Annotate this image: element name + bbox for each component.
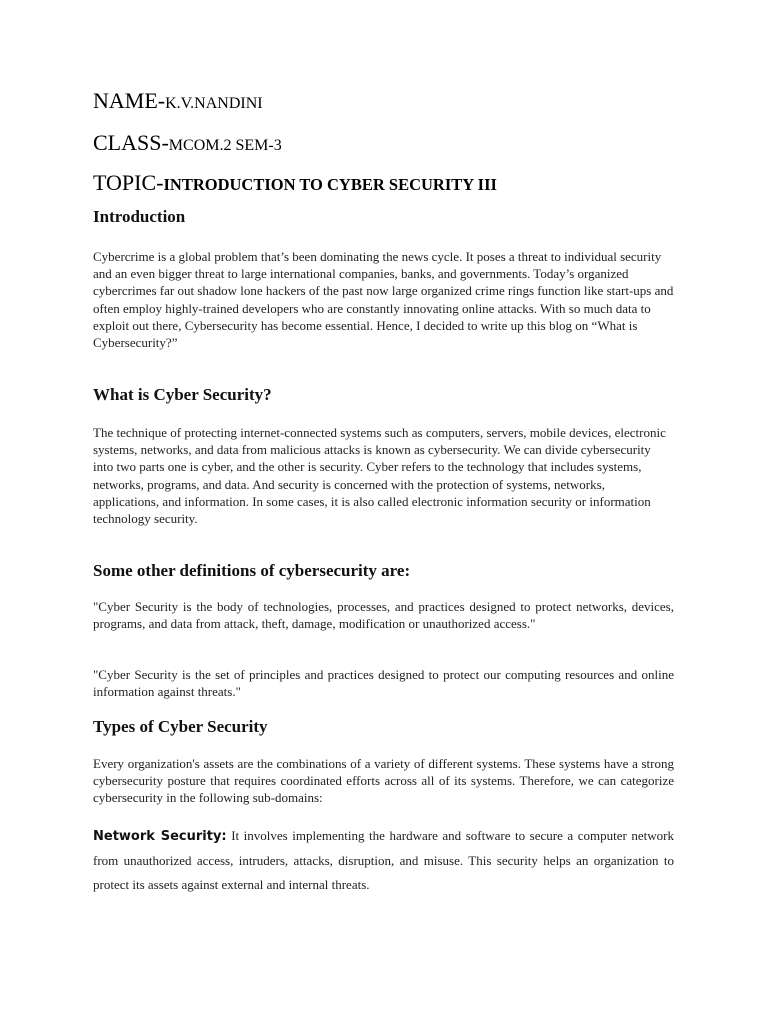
name-label: NAME- [93,88,166,113]
network-security-label: Network Security: [93,829,227,844]
network-security-body: It involves implementing the hardware and software to secure a computer network from unauthorized access, intruders, attacks, disruption, and misuse. This security helps an organization to protect its assets against external and internal threats. [93,828,674,892]
topic-value: INTRODUCTION TO CYBER SECURITY III [163,175,497,194]
definition-quote-1: "Cyber Security is the body of technologies, processes, and practices designed to protect networks, devices, programs, and data from attack, theft, damage, modification or unauthorized access." [93,599,674,632]
topic-line [93,170,497,196]
intro-heading: Introduction [93,207,186,226]
intro-paragraph: Cybercrime is a global problem that’s been dominating the news cycle. It poses a threat to individual security and an even bigger threat to large international companies, banks, and governments. Today’s organized cybercrimes far out shadow lone hackers of the past now large organized crime rings function like start-ups and often employ highly-trained developers who are constantly innovating online attacks. With so much data to exploit out there, Cybersecurity has become essential. Hence, I decided to write up this blog on “What is Cybersecurity?” [93,249,674,351]
name-line [93,88,263,114]
network-security-paragraph [93,824,674,897]
topic-label: TOPIC- [93,170,164,195]
what-paragraph: The technique of protecting internet-connected systems such as computers, servers, mobile devices, electronic systems, networks, and data from malicious attacks is known as cybersecurity. We can divide cybersecurity into two parts one is cyber, and the other is security. Cyber refers to the technology that includes systems, networks, programs, and data. And security is concerned with the protection of systems, networks, applications, and information. In some cases, it is also called electronic information security or information technology security. [93,425,666,527]
name-value: K.V.NANDINI [165,95,263,112]
class-label: CLASS- [93,130,169,155]
class-line [93,130,282,156]
class-value: MCOM.2 SEM-3 [168,137,282,154]
definitions-heading: Some other definitions of cybersecurity are: [93,561,411,580]
types-heading: Types of Cyber Security [93,717,268,736]
types-paragraph: Every organization's assets are the combinations of a variety of different systems. These systems have a strong cybersecurity posture that requires coordinated efforts across all of its systems. Therefore, we can categorize cybersecurity in the following sub-domains: [93,756,674,806]
what-heading: What is Cyber Security? [93,385,272,404]
definition-quote-2: "Cyber Security is the set of principles and practices designed to protect our computing resources and online information against threats." [93,667,674,700]
